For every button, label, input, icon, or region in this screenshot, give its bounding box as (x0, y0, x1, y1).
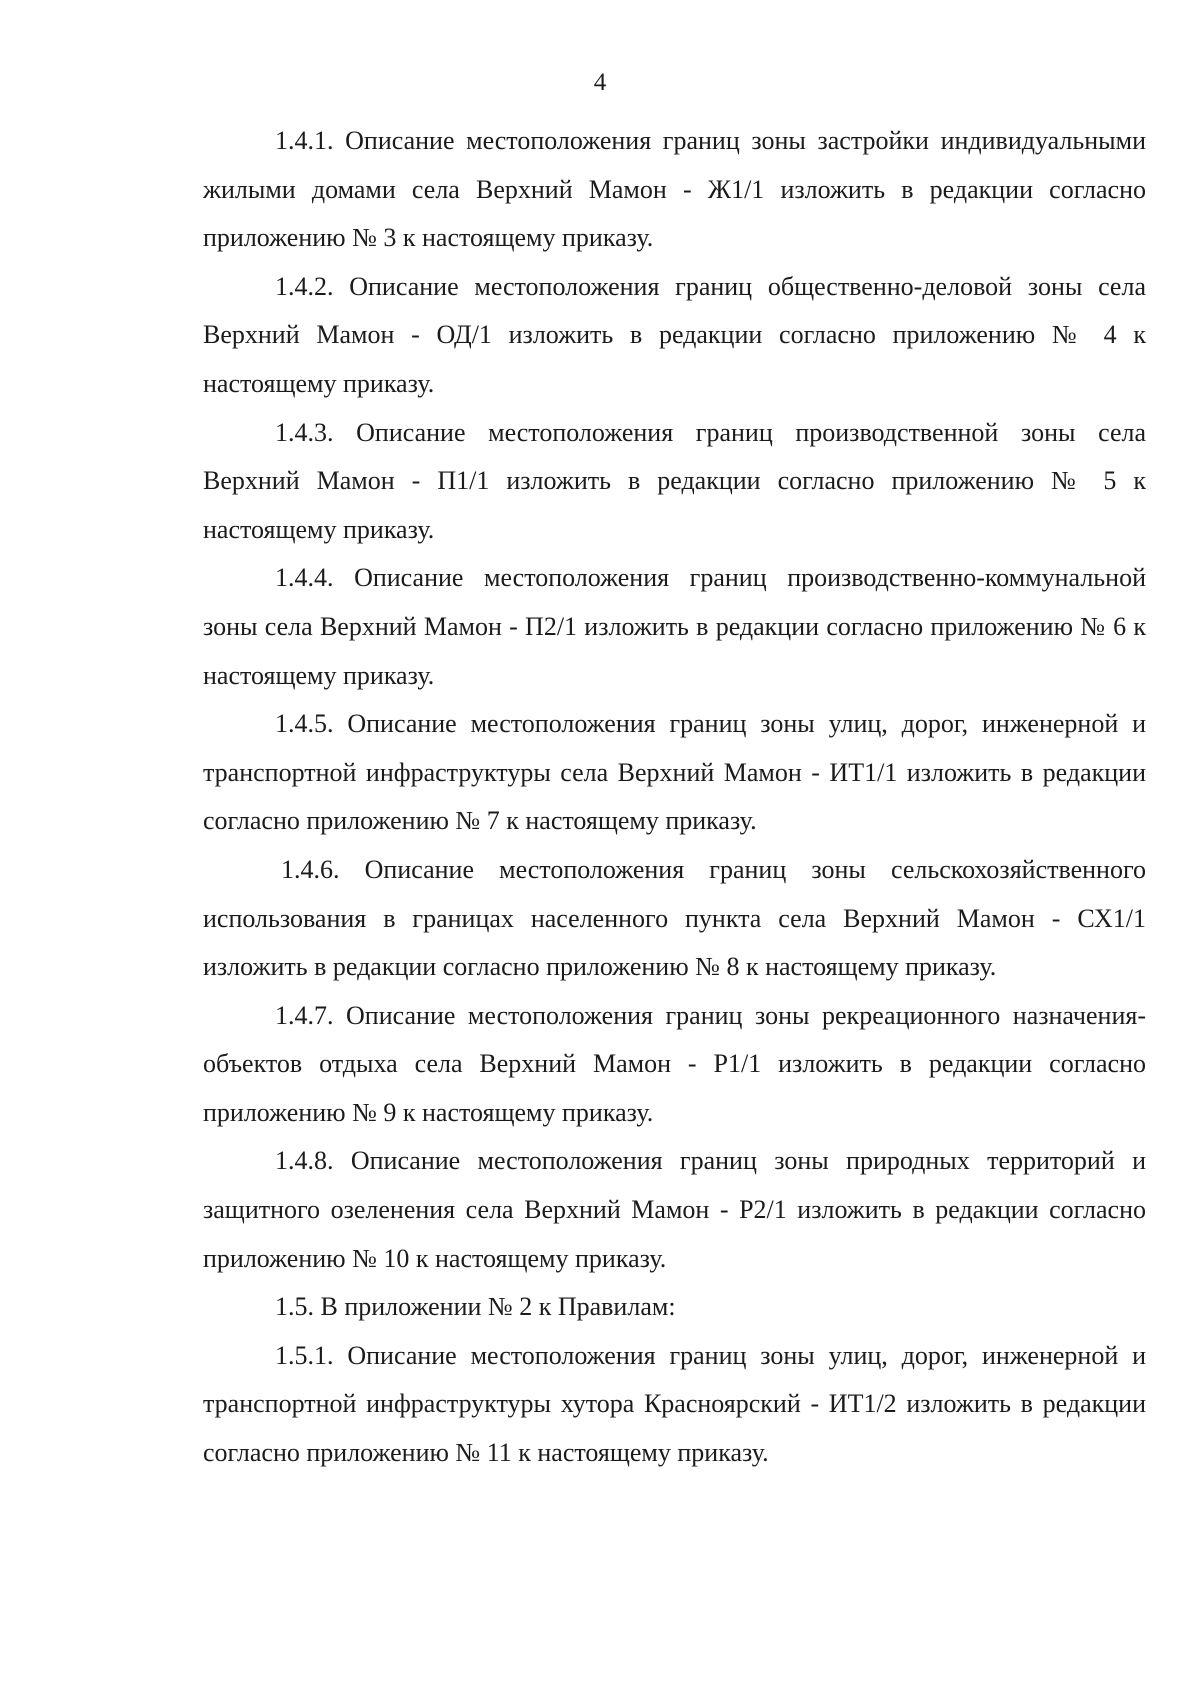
document-body (203, 117, 1146, 1478)
paragraph-1-4-3: 1.4.3. Описание местоположения границ производственной зоны села Верхний Мамон - П1/1 изложить в редакции согласно приложению № 5 к настоящему приказу. (203, 417, 1146, 544)
paragraph-1-4-7: 1.4.7. Описание местоположения границ зоны рекреационного назначения-объектов отдыха села Верхний Мамон - Р1/1 изложить в редакции согласно приложению № 9 к настоящему приказу. (203, 1000, 1146, 1127)
paragraph-1-4-5: 1.4.5. Описание местоположения границ зоны улиц, дорог, инженерной и транспортной инфраструктуры села Верхний Мамон - ИТ1/1 изложить в редакции согласно приложению № 7 к настоящему приказу. (203, 709, 1146, 836)
paragraph-1-5: 1.5. В приложении № 2 к Правилам: (275, 1292, 676, 1322)
paragraph-1-4-2: 1.4.2. Описание местоположения границ общественно-деловой зоны села Верхний Мамон - ОД/1 изложить в редакции согласно приложению № 4 к настоящему приказу. (203, 271, 1146, 398)
page-number: 4 (593, 69, 607, 96)
paragraph-1-4-1: 1.4.1. Описание местоположения границ зоны застройки индивидуальными жилыми домами села Верхний Мамон - Ж1/1 изложить в редакции согласно приложению № 3 к настоящему приказу. (203, 126, 1146, 253)
paragraph-1-5-1: 1.5.1. Описание местоположения границ зоны улиц, дорог, инженерной и транспортной инфраструктуры хутора Красноярский - ИТ1/2 изложить в редакции согласно приложению № 11 к настоящему приказу. (203, 1340, 1146, 1468)
paragraph-1-4-6: 1.4.6. Описание местоположения границ зоны сельскохозяйственного использования в границах населенного пункта села Верхний Мамон - СХ1/1 изложить в редакции согласно приложению № 8 к настоящему приказу. (203, 854, 1146, 982)
paragraph-1-4-8: 1.4.8. Описание местоположения границ зоны природных территорий и защитного озеленения села Верхний Мамон - Р2/1 изложить в редакции согласно приложению № 10 к настоящему приказу. (203, 1146, 1146, 1273)
paragraph-1-4-4: 1.4.4. Описание местоположения границ производственно-коммунальной зоны села Верхний Мамон - П2/1 изложить в редакции согласно приложению № 6 к настоящему приказу. (203, 563, 1146, 690)
